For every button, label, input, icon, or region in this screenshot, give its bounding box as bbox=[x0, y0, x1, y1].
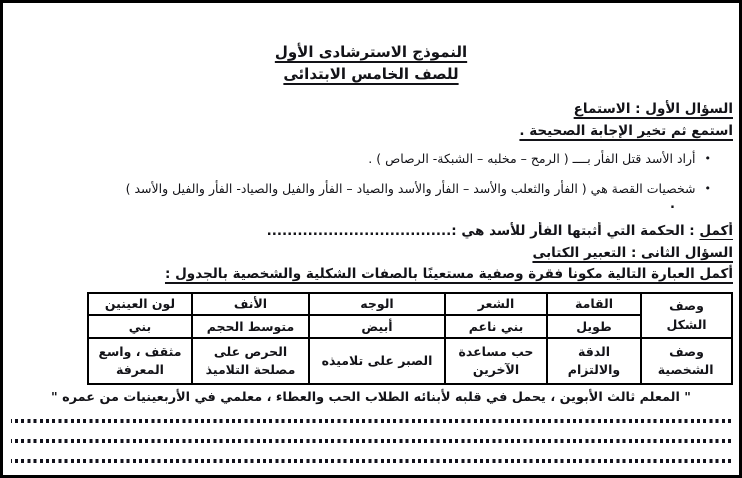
answer-line bbox=[11, 439, 731, 443]
writing-prompt-quote: " المعلم ثالث الأبوين ، يحمل في قلبه لأبنائه الطلاب الحب والعطاء ، معلمي في الأربعينيات من عمره " bbox=[51, 390, 691, 406]
table-cell-personality-5: مثقف ، واسع المعرفة bbox=[88, 338, 192, 384]
complete-question-text: : الحكمة التي أثبتها الفأر للأسد هي : bbox=[451, 223, 700, 239]
section1-heading: السؤال الأول : الاستماع bbox=[573, 101, 733, 117]
table-row-header-shape: وصف الشكل bbox=[641, 293, 732, 338]
bullet-icon bbox=[705, 150, 712, 168]
mcq-option-line-1 bbox=[9, 150, 733, 168]
table-col-header-hair: الشعر bbox=[445, 293, 547, 315]
table-col-header-face: الوجه bbox=[309, 293, 445, 315]
table-cell-personality-4: الحرص على مصلحة التلاميذ bbox=[192, 338, 309, 384]
bullet-icon bbox=[705, 180, 712, 198]
table-cell-face-value: أبيض bbox=[309, 315, 445, 338]
inline-answer-dots: .................................... bbox=[266, 223, 452, 239]
mcq-continuation-period: . bbox=[670, 197, 675, 212]
table-cell-hair-value: بني ناعم bbox=[445, 315, 547, 338]
mcq-option-text-2: شخصيات القصة هي ( الفأر والثعلب والأسد – الفأر والأسد والصياد – الفأر والفيل والصياد- الفأر والفيل والأسد ) bbox=[125, 181, 696, 196]
mcq-option-line-2 bbox=[9, 180, 733, 198]
table-col-header-eye-color: لون العينين bbox=[88, 293, 192, 315]
section2-heading: السؤال الثانى : التعبير الكتابى bbox=[532, 245, 733, 261]
answer-line bbox=[11, 459, 731, 463]
title-line-1: النموذج الاسترشادى الأول bbox=[274, 43, 468, 61]
complete-question-line bbox=[9, 222, 733, 240]
table-cell-nose-value: متوسط الحجم bbox=[192, 315, 309, 338]
answer-lines-area bbox=[9, 419, 733, 463]
table-col-header-stature: القامة bbox=[547, 293, 641, 315]
mcq-option-text-1: أراد الأسد قتل الفأر بــــ ( الرمح – مخلبه – الشبكة- الرصاص ) . bbox=[368, 151, 696, 166]
answer-line bbox=[11, 419, 731, 423]
table-cell-stature-value: طويل bbox=[547, 315, 641, 338]
table-cell-personality-2: حب مساعدة الآخرين bbox=[445, 338, 547, 384]
table-cell-eye-color-value: بني bbox=[88, 315, 192, 338]
description-attributes-table bbox=[87, 292, 733, 385]
title-line-2: للصف الخامس الابتدائى bbox=[283, 65, 459, 83]
complete-label: أكمل bbox=[699, 223, 733, 239]
section2-instruction: أكمل العبارة التالية مكونا فقرة وصفية مستعينًا بالصفات الشكلية والشخصية بالجدول : bbox=[164, 266, 733, 282]
table-col-header-nose: الأنف bbox=[192, 293, 309, 315]
table-cell-personality-1: الدقة والالتزام bbox=[547, 338, 641, 384]
section1-instruction: استمع ثم تخير الإجابة الصحيحة . bbox=[519, 123, 733, 139]
document-title bbox=[9, 41, 733, 85]
table-row-header-personality: وصف الشخصية bbox=[641, 338, 732, 384]
table-cell-personality-3: الصبر على تلاميذه bbox=[309, 338, 445, 384]
